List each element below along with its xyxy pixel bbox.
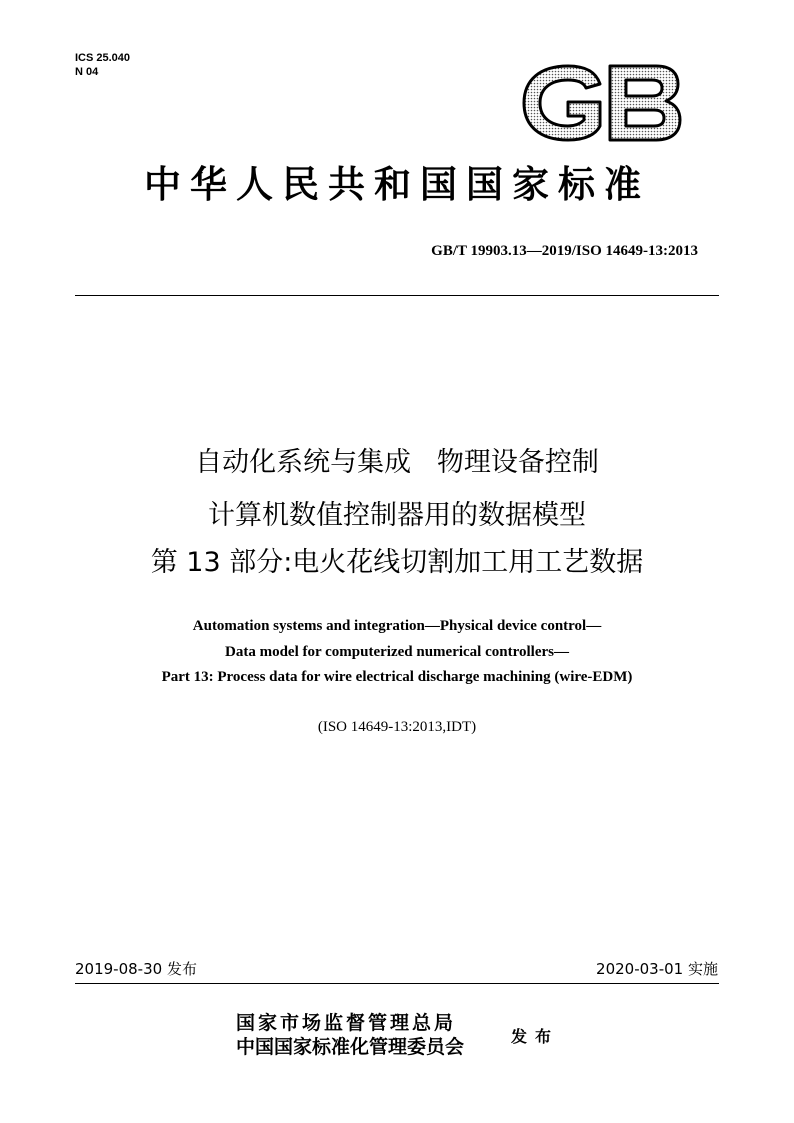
footer-divider	[75, 983, 719, 984]
standard-number: GB/T 19903.13—2019/ISO 14649-13:2013	[431, 243, 698, 259]
ccs-code: N 04	[75, 66, 99, 78]
gb-logo	[518, 58, 684, 148]
national-standard-title: 中华人民共和国国家标准	[144, 162, 650, 206]
issuer-line-2: 中国国家标准化管理委员会	[236, 1036, 465, 1058]
english-title-line-3: Part 13: Process data for wire electrical discharge machining (wire-EDM)	[161, 669, 633, 685]
implementation-date: 2020-03-01 实施	[596, 960, 718, 978]
issue-date: 2019-08-30 发布	[75, 960, 197, 978]
chinese-title-line-2: 计算机数值控制器用的数据模型	[208, 500, 586, 531]
ics-code: ICS 25.040	[75, 52, 131, 64]
english-title-line-2: Data model for computerized numerical controllers—	[225, 644, 569, 660]
adoption-note: (ISO 14649-13:2013,IDT)	[317, 719, 477, 735]
english-title-line-1: Automation systems and integration—Physical device control—	[192, 618, 602, 634]
header-divider	[75, 295, 719, 296]
chinese-title-line-1: 自动化系统与集成 物理设备控制	[195, 447, 599, 478]
issuer-line-1: 国家市场监督管理总局	[236, 1012, 457, 1034]
chinese-title-line-3: 第 13 部分:电火花线切割加工用工艺数据	[150, 547, 644, 578]
publish-label: 发布	[511, 1027, 560, 1046]
